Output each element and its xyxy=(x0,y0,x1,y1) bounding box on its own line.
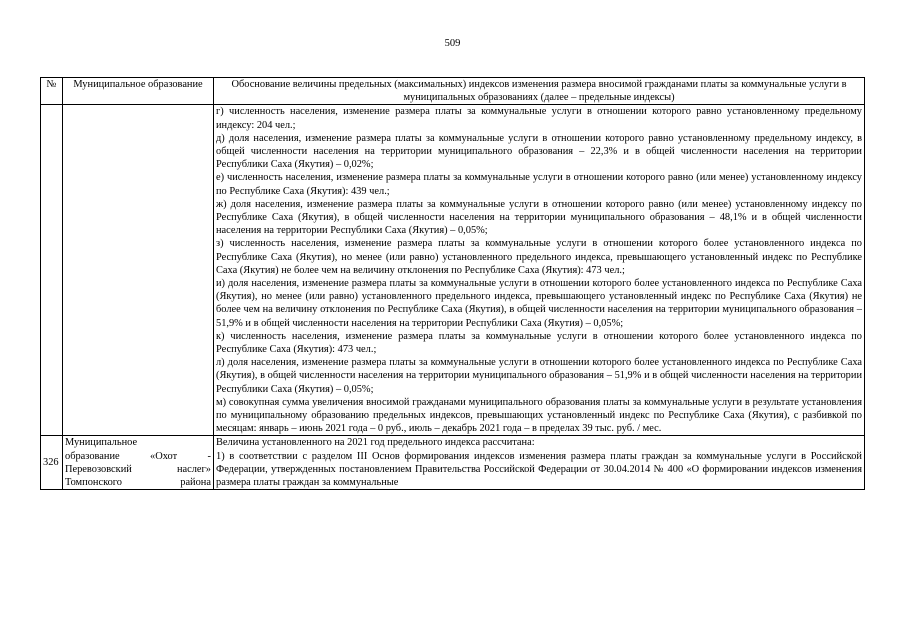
paragraph: к) численность населения, изменение размера платы за коммунальные услуги в отношении которого более установленного индекса по Республике Саха (Якутия): 473 чел.; xyxy=(216,330,862,356)
row-326-text xyxy=(214,436,865,490)
paragraph: ж) доля населения, изменение размера платы за коммунальные услуги в отношении которого равно (или менее) установленному индексу по Республике Саха (Якутия), в общей численности населения на территории муниципального образования – 48,1% и в общей численности населения на территории Республики Саха (Якутия) – 0,05%; xyxy=(216,198,862,237)
table-row-326 xyxy=(41,436,865,490)
justification-table xyxy=(40,77,865,490)
paragraph: л) доля населения, изменение размера платы за коммунальные услуги в отношении которого более установленного индекса по Республике Саха (Якутия), в общей численности населения на территории муниципального образования – 51,9% и в общей численности населения на территории Республики Саха (Якутия) – 0,05%; xyxy=(216,357,862,395)
row-continued-text xyxy=(214,105,865,436)
table-row-continued xyxy=(41,105,865,436)
header-num: № xyxy=(41,78,63,105)
municipality-line: Перевозовский наслег» xyxy=(65,463,211,475)
header-justification: Обоснование величины предельных (максимальных) индексов изменения размера вносимой гражданами платы за коммунальные услуги в муниципальных образованиях (далее – предельные индексы) xyxy=(214,78,865,105)
paragraph: и) доля населения, изменение размера платы за коммунальные услуги в отношении которого более установленного индекса по Республике Саха (Якутия), но менее (или равно) установленного предельного индекса, превышающего установленный индекс по Республике Саха (Якутия) не более чем на величину отклонения по Республике Саха (Якутия), в общей численности населения на территории муниципального образования – 51,9% и в общей численности населения на территории Республики Саха (Якутия) – 0,05%; xyxy=(216,278,862,329)
paragraph: 1) в соответствии с разделом III Основ формирования индексов изменения размера платы граждан за коммунальные услуги в Российской Федерации, утвержденных постановлением Правительства Российской Федерации от 30.04.2014 № 400 «О формировании индексов изменения размера платы граждан за коммунальные xyxy=(216,450,862,489)
row-326-municipality xyxy=(63,436,214,490)
municipality-line: Муниципальное xyxy=(65,437,138,449)
header-municipality: Муниципальное образование xyxy=(63,78,214,105)
paragraph: е) численность населения, изменение размера платы за коммунальные услуги в отношении которого равно (или менее) установленному индексу по Республике Саха (Якутия): 439 чел.; xyxy=(216,172,862,197)
paragraph: м) совокупная сумма увеличения вносимой гражданами муниципального образования платы за коммунальные услуги в результате установления по муниципальному образованию предельных индексов, превышающих установленный индекс по Республике Саха (Якутия), с разбивкой по месяцам: январь – июнь 2021 года – 0 руб., июль – декабрь 2021 года – в пределах 39 тыс. руб. / мес. xyxy=(216,396,862,435)
municipality-line: образование «Охот - xyxy=(65,450,211,462)
row-number: 326 xyxy=(43,457,59,469)
row-continued-municipality xyxy=(63,105,214,436)
municipality-line: Томпонского района xyxy=(65,477,211,489)
paragraph: д) доля населения, изменение размера платы за коммунальные услуги в отношении которого равно установленному предельному индексу, в общей численности населения на территории муниципального образования – 22,3% и в общей численности населения на территории Республики Саха (Якутия) – 0,02%; xyxy=(216,132,862,171)
row-326-num xyxy=(41,436,63,490)
row-continued-num xyxy=(41,105,63,436)
paragraph: Величина установленного на 2021 год предельного индекса рассчитана: xyxy=(216,437,535,449)
paragraph: з) численность населения, изменение размера платы за коммунальные услуги в отношении которого более установленного индекса по Республике Саха (Якутия), но менее (или равно) установленного предельного индекса, превышающего установленный индекс по Республике Саха (Якутия) не более чем на величину отклонения по Республике Саха (Якутия): 473 чел.; xyxy=(216,238,862,276)
page-number: 509 xyxy=(444,38,461,49)
paragraph: г) численность населения, изменение размера платы за коммунальные услуги в отношении которого равно установленному предельному индексу: 204 чел.; xyxy=(216,106,862,131)
table-header-row xyxy=(41,78,865,105)
